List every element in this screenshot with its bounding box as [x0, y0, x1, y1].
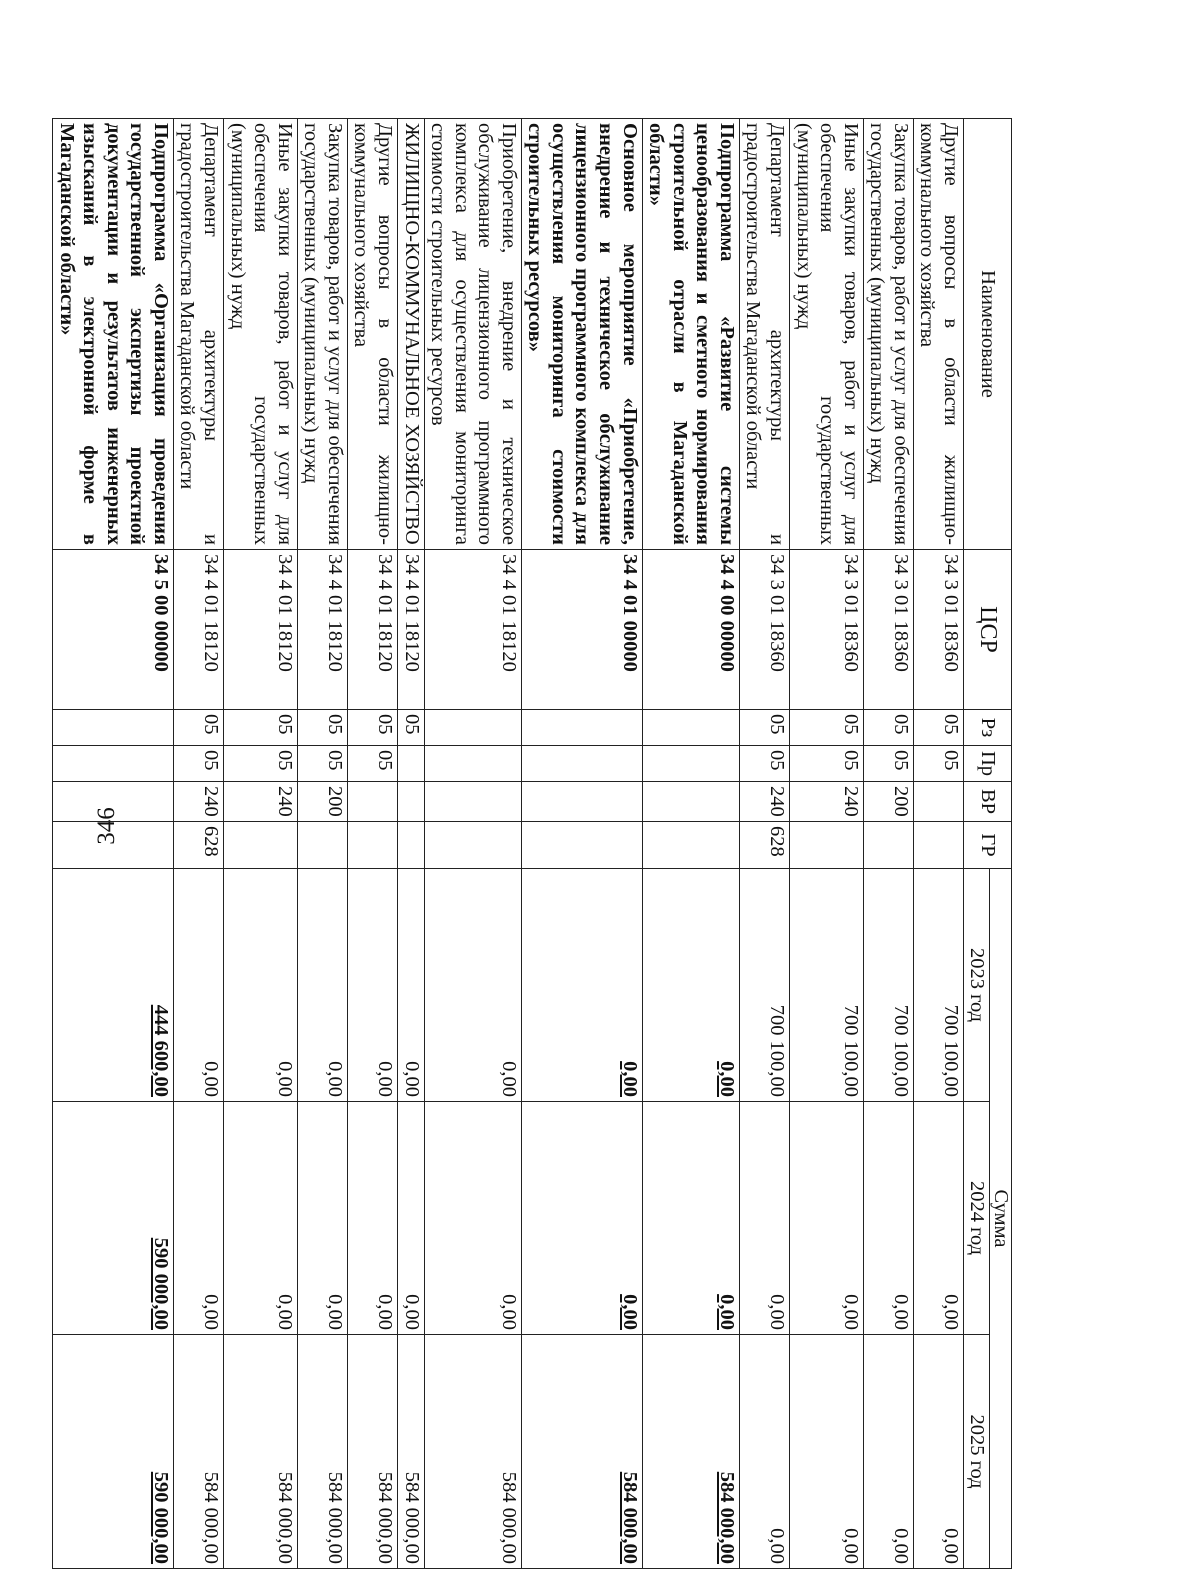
cell-gr [424, 822, 521, 869]
cell-2025: 0,00 [739, 1335, 789, 1569]
cell-2025: 584 000,00 [173, 1335, 223, 1569]
table-row [642, 119, 739, 1569]
table-row [739, 119, 789, 1569]
cell-2024: 0,00 [224, 1102, 298, 1335]
cell-rz: 05 [224, 710, 298, 746]
cell-pr: 05 [297, 746, 347, 782]
cell-2025: 0,00 [790, 1335, 864, 1569]
cell-vr: 200 [863, 782, 913, 822]
cell-name: ЖИЛИЩНО-КОММУНАЛЬНОЕ ХОЗЯЙСТВО [398, 119, 425, 550]
cell-pr: 05 [224, 746, 298, 782]
cell-2023: 0,00 [224, 869, 298, 1102]
cell-pr: 05 [913, 746, 963, 782]
cell-2023: 0,00 [347, 869, 397, 1102]
cell-vr: 240 [739, 782, 789, 822]
cell-name: Департамент архитектуры и градостроительства Магаданской области [739, 119, 789, 550]
cell-2023: 444 600,00 [53, 869, 174, 1102]
cell-pr: 05 [739, 746, 789, 782]
cell-csr: 34 3 01 18360 [790, 550, 864, 710]
cell-2023: 0,00 [424, 869, 521, 1102]
cell-csr: 34 4 01 18120 [224, 550, 298, 710]
cell-csr: 34 4 01 00000 [521, 550, 642, 710]
cell-vr [424, 782, 521, 822]
table-row [347, 119, 397, 1569]
cell-2024: 0,00 [863, 1102, 913, 1335]
cell-gr: 628 [173, 822, 223, 869]
table-row [224, 119, 298, 1569]
cell-2023: 0,00 [521, 869, 642, 1102]
cell-rz: 05 [790, 710, 864, 746]
cell-pr [642, 746, 739, 782]
table-row [863, 119, 913, 1569]
cell-vr [398, 782, 425, 822]
cell-2023: 700 100,00 [739, 869, 789, 1102]
cell-pr [424, 746, 521, 782]
cell-pr: 05 [863, 746, 913, 782]
table-body [53, 119, 964, 1569]
cell-name: Закупка товаров, работ и услуг для обеспечения государственных (муниципальных) нужд [863, 119, 913, 550]
header-2023: 2023 год [963, 869, 990, 1102]
cell-2024: 0,00 [913, 1102, 963, 1335]
cell-2024: 0,00 [521, 1102, 642, 1335]
header-name: Наименование [963, 119, 1011, 550]
cell-rz: 05 [863, 710, 913, 746]
cell-name: Основное мероприятие «Приобретение, внедрение и техническое обслуживание лицензионного программного комплекса для осуществления мониторинга стоимости строительных ресурсов» [521, 119, 642, 550]
cell-pr [53, 746, 174, 782]
cell-2025: 0,00 [863, 1335, 913, 1569]
cell-gr [642, 822, 739, 869]
cell-name: Подпрограмма «Развитие системы ценообразования и сметного нормирования строительной отрасли в Магаданской области» [642, 119, 739, 550]
cell-vr [642, 782, 739, 822]
cell-vr [521, 782, 642, 822]
budget-table [52, 118, 1012, 1569]
cell-name: Закупка товаров, работ и услуг для обеспечения государственных (муниципальных) нужд [297, 119, 347, 550]
cell-2025: 584 000,00 [297, 1335, 347, 1569]
cell-name: Департамент архитектуры и градостроительства Магаданской области [173, 119, 223, 550]
cell-rz: 05 [347, 710, 397, 746]
cell-gr [790, 822, 864, 869]
cell-2024: 0,00 [398, 1102, 425, 1335]
cell-vr: 240 [173, 782, 223, 822]
cell-2025: 0,00 [913, 1335, 963, 1569]
table-row [53, 119, 174, 1569]
cell-2025: 584 000,00 [521, 1335, 642, 1569]
table-row [913, 119, 963, 1569]
cell-csr: 34 4 01 18120 [297, 550, 347, 710]
cell-2025: 584 000,00 [224, 1335, 298, 1569]
cell-pr: 05 [173, 746, 223, 782]
cell-2024: 0,00 [790, 1102, 864, 1335]
cell-2024: 0,00 [424, 1102, 521, 1335]
cell-2023: 0,00 [173, 869, 223, 1102]
cell-2025: 584 000,00 [642, 1335, 739, 1569]
cell-vr: 200 [297, 782, 347, 822]
table-row [173, 119, 223, 1569]
cell-vr [347, 782, 397, 822]
cell-2024: 0,00 [739, 1102, 789, 1335]
table-row [398, 119, 425, 1569]
cell-csr: 34 4 00 00000 [642, 550, 739, 710]
cell-2023: 0,00 [297, 869, 347, 1102]
cell-2025: 584 000,00 [347, 1335, 397, 1569]
header-vr: ВР [963, 782, 1011, 822]
cell-2023: 0,00 [398, 869, 425, 1102]
table-row [521, 119, 642, 1569]
cell-rz [53, 710, 174, 746]
header-2024: 2024 год [963, 1102, 990, 1335]
cell-2023: 700 100,00 [790, 869, 864, 1102]
cell-gr [224, 822, 298, 869]
header-gr: ГР [963, 822, 1011, 869]
cell-gr [521, 822, 642, 869]
header-rz: Рз [963, 710, 1011, 746]
cell-csr: 34 3 01 18360 [863, 550, 913, 710]
cell-pr: 05 [347, 746, 397, 782]
table-row [790, 119, 864, 1569]
cell-2024: 0,00 [642, 1102, 739, 1335]
cell-pr [521, 746, 642, 782]
cell-2023: 0,00 [642, 869, 739, 1102]
cell-vr [53, 782, 174, 822]
cell-gr [398, 822, 425, 869]
cell-2024: 0,00 [173, 1102, 223, 1335]
cell-gr: 628 [739, 822, 789, 869]
cell-csr: 34 5 00 00000 [53, 550, 174, 710]
cell-rz: 05 [173, 710, 223, 746]
cell-rz: 05 [297, 710, 347, 746]
cell-2023: 700 100,00 [913, 869, 963, 1102]
header-csr: ЦСР [963, 550, 1011, 710]
page-number: 346 [92, 807, 120, 845]
cell-2025: 584 000,00 [398, 1335, 425, 1569]
cell-csr: 34 4 01 18120 [173, 550, 223, 710]
cell-gr [863, 822, 913, 869]
cell-gr [347, 822, 397, 869]
cell-pr: 05 [790, 746, 864, 782]
cell-name: Приобретение, внедрение и техническое обслуживание лицензионного программного комплекса для осуществления мониторинга стоимости строительных ресурсов [424, 119, 521, 550]
cell-name: Другие вопросы в области жилищно-коммунального хозяйства [913, 119, 963, 550]
cell-name: Подпрограмма «Организация проведения государственной экспертизы проектной документации и результатов инженерных изысканий в электронной форме в Магаданской области» [53, 119, 174, 550]
cell-name: Другие вопросы в области жилищно-коммунального хозяйства [347, 119, 397, 550]
cell-2024: 0,00 [297, 1102, 347, 1335]
cell-csr: 34 4 01 18120 [347, 550, 397, 710]
cell-csr: 34 3 01 18360 [739, 550, 789, 710]
cell-2025: 584 000,00 [424, 1335, 521, 1569]
cell-2024: 590 000,00 [53, 1102, 174, 1335]
cell-csr: 34 3 01 18360 [913, 550, 963, 710]
cell-csr: 34 4 01 18120 [398, 550, 425, 710]
header-sum: Сумма [990, 869, 1012, 1569]
table-row [297, 119, 347, 1569]
cell-gr [53, 822, 174, 869]
cell-rz: 05 [739, 710, 789, 746]
cell-gr [297, 822, 347, 869]
cell-name: Иные закупки товаров, работ и услуг для обеспечения государственных (муниципальных) нужд [224, 119, 298, 550]
cell-vr: 240 [790, 782, 864, 822]
cell-csr: 34 4 01 18120 [424, 550, 521, 710]
cell-rz: 05 [913, 710, 963, 746]
cell-2023: 700 100,00 [863, 869, 913, 1102]
header-row-top [990, 119, 1012, 1569]
cell-vr [913, 782, 963, 822]
table-row [424, 119, 521, 1569]
cell-vr: 240 [224, 782, 298, 822]
cell-rz [642, 710, 739, 746]
cell-2025: 590 000,00 [53, 1335, 174, 1569]
cell-gr [913, 822, 963, 869]
cell-name: Иные закупки товаров, работ и услуг для обеспечения государственных (муниципальных) нужд [790, 119, 864, 550]
cell-rz [521, 710, 642, 746]
cell-rz: 05 [398, 710, 425, 746]
cell-2024: 0,00 [347, 1102, 397, 1335]
header-pr: Пр [963, 746, 1011, 782]
header-2025: 2025 год [963, 1335, 990, 1569]
cell-rz [424, 710, 521, 746]
cell-pr [398, 746, 425, 782]
